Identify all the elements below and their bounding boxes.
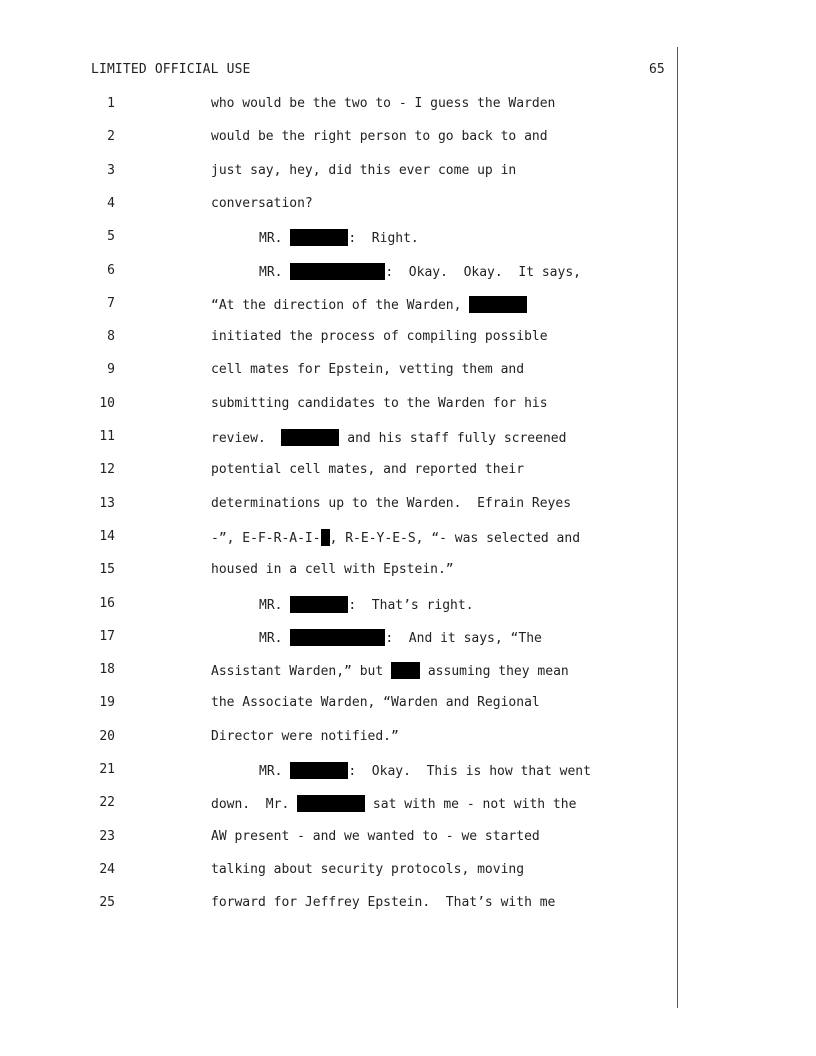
text-segment: determinations up to the Warden. Efrain Reyes	[211, 495, 572, 511]
line-number: 9	[107, 362, 115, 378]
line-number: 8	[107, 329, 115, 345]
text-segment: would be the right person to go back to and	[211, 129, 548, 145]
line-text	[211, 862, 524, 877]
redaction-box	[297, 795, 365, 812]
line-number: 11	[99, 429, 115, 444]
transcript-line	[0, 496, 816, 516]
line-number: 18	[99, 662, 115, 678]
line-text	[211, 362, 524, 377]
line-number: 25	[99, 895, 115, 911]
redaction-box	[321, 529, 330, 546]
line-number: 15	[99, 562, 115, 578]
text-segment: cell mates for Epstein, vetting them and	[211, 362, 525, 378]
transcript-line	[0, 396, 816, 416]
redaction-box	[290, 263, 385, 280]
line-text	[211, 429, 566, 446]
line-number: 20	[99, 728, 115, 744]
line-number: 14	[99, 528, 115, 544]
transcript-line	[0, 729, 816, 749]
text-segment: submitting candidates to the Warden for his	[211, 395, 548, 411]
line-text	[211, 129, 548, 144]
transcript-line	[0, 129, 816, 149]
line-text	[211, 296, 527, 313]
text-segment: review.	[211, 431, 282, 446]
text-segment: sat with me - not with the	[365, 797, 577, 813]
line-text	[211, 96, 555, 111]
text-segment: : Right.	[348, 231, 419, 247]
line-text	[211, 163, 516, 178]
line-number: 13	[99, 495, 115, 511]
transcript-line	[0, 296, 816, 316]
line-text	[211, 496, 571, 511]
line-number: 10	[99, 395, 115, 411]
transcript-line	[0, 462, 816, 482]
transcript-line	[0, 196, 816, 216]
line-text	[259, 762, 591, 779]
line-text	[211, 895, 555, 910]
text-segment: just say, hey, did this ever come up in	[211, 162, 517, 178]
redaction-box	[290, 229, 348, 246]
transcript-line	[0, 562, 816, 582]
line-number: 1	[107, 96, 115, 111]
line-number: 6	[107, 262, 115, 278]
page-number: 65	[649, 62, 665, 77]
line-text	[211, 662, 569, 679]
line-text	[211, 396, 548, 411]
line-text	[211, 695, 540, 710]
text-segment: MR.	[259, 764, 291, 779]
transcript-line	[0, 229, 816, 249]
text-segment: forward for Jeffrey Epstein. That’s with me	[211, 895, 556, 911]
line-number: 5	[107, 229, 115, 245]
transcript-line	[0, 829, 816, 849]
redaction-box	[391, 662, 420, 679]
text-segment: Assistant Warden,” but	[211, 664, 392, 680]
line-number: 17	[99, 628, 115, 644]
text-segment: talking about security protocols, moving	[211, 861, 525, 877]
text-segment: who would be the two to - I guess the Warden	[211, 96, 556, 111]
transcript-line	[0, 795, 816, 815]
transcript-line	[0, 163, 816, 183]
transcript-line	[0, 762, 816, 782]
text-segment: : Okay. Okay. It says,	[385, 264, 581, 280]
redaction-box	[290, 762, 348, 779]
transcript-line	[0, 529, 816, 549]
text-segment: AW present - and we wanted to - we started	[211, 828, 540, 844]
text-segment: MR.	[259, 630, 291, 646]
text-segment: MR.	[259, 231, 291, 247]
line-number: 2	[107, 129, 115, 145]
line-number: 7	[107, 295, 115, 311]
transcript-line	[0, 596, 816, 616]
text-segment: Director were notified.”	[211, 728, 399, 744]
line-number: 24	[99, 861, 115, 877]
text-segment: conversation?	[211, 195, 313, 211]
line-text	[259, 263, 581, 280]
text-segment: down. Mr.	[211, 797, 298, 813]
text-segment: housed in a cell with Epstein.”	[211, 562, 454, 578]
line-number: 16	[99, 595, 115, 611]
transcript-line	[0, 895, 816, 915]
text-segment: “At the direction of the Warden,	[211, 297, 470, 313]
transcript-line	[0, 862, 816, 882]
line-text	[211, 562, 454, 577]
transcript-line	[0, 429, 816, 449]
redaction-box	[469, 296, 527, 313]
line-number: 4	[107, 195, 115, 211]
line-text	[259, 229, 419, 246]
transcript-line	[0, 362, 816, 382]
text-segment: : That’s right.	[348, 597, 474, 613]
text-segment: : Okay. This is how that went	[348, 764, 591, 779]
line-number: 22	[99, 795, 115, 811]
text-segment: MR.	[259, 597, 291, 613]
text-segment: initiated the process of compiling possible	[211, 329, 548, 345]
text-segment: : And it says, “The	[385, 630, 542, 646]
transcript-line	[0, 263, 816, 283]
redaction-box	[290, 629, 385, 646]
line-text	[211, 196, 313, 211]
classification-header: LIMITED OFFICIAL USE	[91, 62, 251, 77]
transcript-line	[0, 662, 816, 682]
redaction-box	[281, 429, 339, 446]
line-text	[211, 729, 399, 744]
transcript-line	[0, 329, 816, 349]
transcript-line	[0, 695, 816, 715]
text-segment: and his staff fully screened	[339, 431, 567, 446]
text-segment: MR.	[259, 264, 291, 280]
line-text	[211, 329, 548, 344]
line-text	[211, 795, 576, 812]
transcript-line	[0, 96, 816, 116]
redaction-box	[290, 596, 348, 613]
text-segment: potential cell mates, and reported their	[211, 462, 525, 478]
line-text	[211, 829, 540, 844]
transcript-line	[0, 629, 816, 649]
line-number: 12	[99, 462, 115, 478]
line-text	[211, 529, 580, 546]
text-segment: , R-E-Y-E-S, “- was selected and	[329, 530, 581, 546]
line-text	[259, 596, 474, 613]
line-text	[211, 462, 524, 477]
line-number: 3	[107, 162, 115, 178]
text-segment: the Associate Warden, “Warden and Regional	[211, 695, 540, 711]
line-number: 21	[99, 762, 115, 777]
text-segment: -”, E-F-R-A-I-	[211, 530, 321, 546]
line-number: 19	[99, 695, 115, 711]
line-number: 23	[99, 828, 115, 844]
text-segment: assuming they mean	[420, 664, 569, 680]
line-text	[259, 629, 542, 646]
